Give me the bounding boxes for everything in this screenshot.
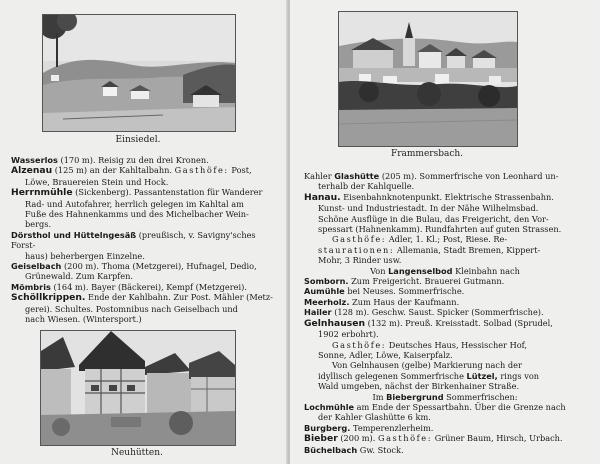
- entry-line: Kunst- und Industriestadt. In der Nähe Wilhelmsbad.: [318, 203, 539, 214]
- entry-line: Wald umgeben, nächst der Birkenhainer Straße.: [318, 381, 520, 392]
- entry-schoellkrippen: Schöllkrippen. Ende der Kahlbahn. Zur Post. Mähler (Metz-: [11, 292, 273, 304]
- entry-meerholz: Meerholz. Zum Haus der Kaufmann.: [304, 296, 460, 307]
- entry-line: der Kahler Glashütte 6 km.: [318, 412, 431, 423]
- photo-neuhuetten: [40, 330, 236, 446]
- entry-alzenau: Alzenau (125 m) an der Kahltalbahn. Gasthöfe: Post,: [11, 165, 252, 177]
- entry-wasserlos: Wasserlos (170 m). Reisig zu den drei Kronen.: [11, 155, 209, 165]
- entry-kahler-glashuette: Kahler Glashütte (205 m). Sommerfrische von Leonhard un-: [304, 171, 559, 181]
- entry-line: haus) beherbergen Einzelne.: [25, 250, 145, 261]
- caption-neuhuetten: Neuhütten.: [111, 448, 163, 458]
- entry-herrnmuehle: Herrnmühle (Sickenberg). Passantenstation für Wanderer: [11, 187, 263, 199]
- entry-line: nach Wiesen. (Wintersport.): [25, 314, 142, 325]
- entry-line: Löwe, Brauereien Stein und Hock.: [25, 176, 169, 187]
- entry-biebergrund: Im Biebergrund Sommerfrischen:: [372, 391, 518, 402]
- entry-geiselbach: Geiselbach (200 m). Thoma (Metzgerei), Hufnagel, Dedio,: [11, 261, 257, 272]
- caption-einsiedel: Einsiedel.: [115, 135, 161, 145]
- entry-hailer: Hailer (128 m). Geschw. Saust. Spicker (Sommerfrische).: [304, 307, 544, 318]
- entry-somborn: Somborn. Zum Freigericht. Brauerei Gutmann.: [304, 276, 505, 287]
- left-page: [0, 0, 288, 464]
- entry-lochmuehle: Lochmühle am Ende der Spessartbahn. Über die Grenze nach: [304, 401, 566, 412]
- entry-line: terhalb der Kahlquelle.: [318, 181, 415, 192]
- entry-line: Schöne Ausflüge in die Bulau, das Freigericht, den Vor-: [318, 213, 549, 224]
- right-page: [290, 0, 600, 464]
- entry-bieber: Bieber (200 m). Gasthöfe: Grüner Baum, Hirsch, Urbach.: [304, 433, 563, 445]
- photo-frammersbach: [338, 11, 518, 147]
- entry-burgberg: Burgberg. Temperenzlerheim.: [304, 422, 434, 433]
- entry-line: Mohr, 3 Rinder usw.: [318, 255, 402, 266]
- entry-line: Rad- und Autofahrer, herrlich gelegen im Kahltal am: [25, 198, 244, 209]
- entry-line: Sonne, Adler, Löwe, Kaiserpfalz.: [318, 349, 453, 360]
- entry-line: Fuße des Hahnenkamms und des Michelbacher Wein-: [25, 209, 249, 220]
- entry-line: gerei). Schultes. Postomnibus nach Geiselbach und: [25, 303, 238, 314]
- entry-line: Grünewald. Zum Karpfen.: [25, 271, 134, 282]
- entry-langenselbod: Von Langenselbod Kleinbahn nach: [370, 265, 520, 276]
- entry-line: Von Gelnhausen (gelbe) Markierung nach der: [332, 360, 522, 371]
- photo-einsiedel: [42, 14, 236, 132]
- entry-line: 1902 erbohrt).: [318, 329, 379, 340]
- entry-line: Gasthöfe: Deutsches Haus, Hessischer Hof,: [332, 339, 527, 350]
- entry-line: staurationen: Allemania, Stadt Bremen, Kippert-: [318, 244, 541, 255]
- entry-line: spessart (Hahnenkamm). Rundfahrten auf guten Strassen.: [318, 224, 562, 235]
- entry-luetzel: idyllisch gelegenen Sommerfrische Lützel, rings von: [318, 370, 540, 381]
- left-text-block: [11, 155, 273, 325]
- entry-moembris: Mömbris (164 m). Bayer (Bäckerei), Kempf (Metzgerei).: [11, 281, 247, 292]
- right-text-block: [304, 171, 586, 455]
- entry-doersthol: Dörsthol und Hüttelngesäß (preußisch, v. Savigny'sches Forst-: [11, 229, 256, 251]
- caption-frammersbach: Frammersbach.: [390, 149, 464, 159]
- entry-line: bergs.: [25, 219, 52, 230]
- entry-buechelbach: Büchelbach Gw. Stock.: [304, 444, 404, 455]
- entry-hanau: Hanau. Eisenbahnknotenpunkt. Elektrische Strassenbahn.: [304, 191, 554, 203]
- entry-gelnhausen: Gelnhausen (132 m). Preuß. Kreisstadt. Solbad (Sprudel,: [304, 317, 553, 329]
- entry-line: Gasthöfe: Adler, 1. Kl.; Post, Riese. Re-: [332, 234, 508, 245]
- entry-aumuehle: Aumühle bei Neuses. Sommerfrische.: [304, 286, 465, 297]
